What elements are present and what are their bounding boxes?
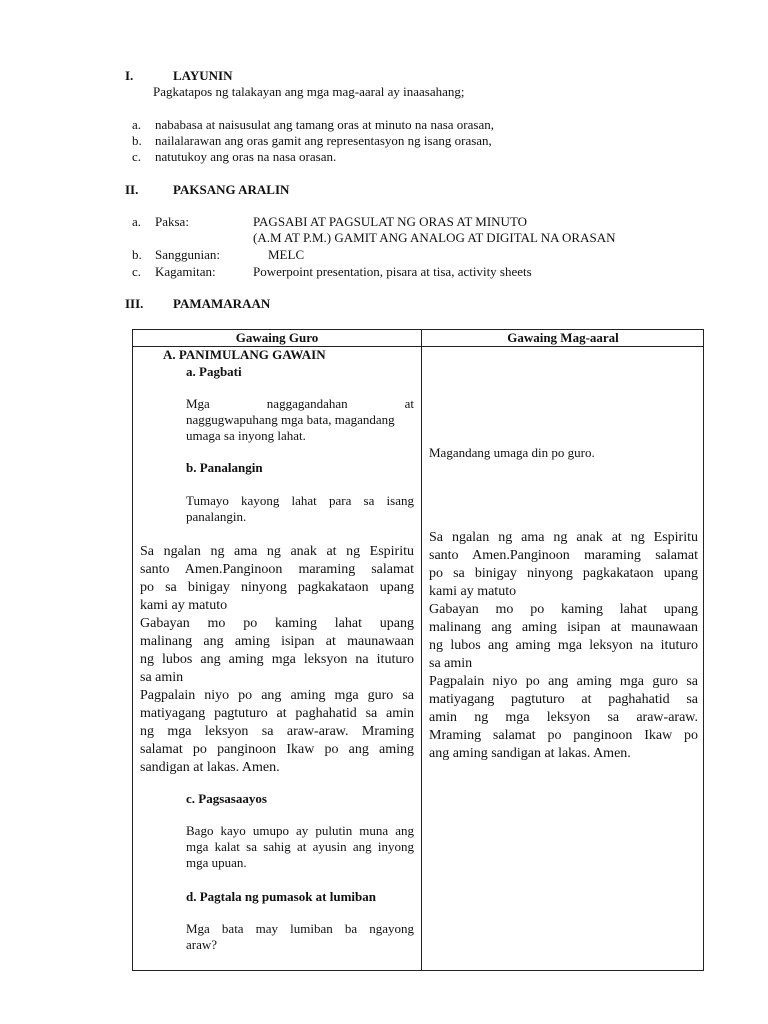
prayer-line: ng lubos ang aming mga leksyon na ituturo [140,652,414,667]
prayer-line: ng mga leksyon sa araw-araw. Mraming [140,724,414,739]
student-prayer-line: amin ng mga leksyon sa araw-araw. [429,710,698,725]
prayer-line: sa amin [140,670,184,685]
panalangin-line: Tumayo kayong lahat para sa isang [186,493,414,508]
sanggunian-marker: b. [132,247,142,262]
panalangin-text [186,493,414,525]
section-1-number: I. [125,68,134,83]
paksa-marker: a. [132,214,142,229]
procedure-table [132,329,704,971]
section-1-title: LAYUNIN [173,68,233,83]
objective-c-marker: c. [132,149,142,164]
sanggunian-label: Sanggunian: [155,247,220,262]
kagamitan-label: Kagamitan: [155,264,216,279]
student-prayer [429,529,698,763]
student-prayer-line: Mraming salamat po panginoon Ikaw po [429,728,698,743]
prayer-line: matiyagang pagtuturo at paghahatid sa amin [140,706,414,721]
part-a-heading: A. PANIMULANG GAWAIN [163,347,326,362]
section-2-number: II. [125,182,139,197]
pagsasaayos-line: mga kalat sa sahig at ayusin ang inyong [186,839,414,854]
student-prayer-line: Pagpalain niyo po ang aming mga guro sa [429,674,698,689]
pagsasaayos-line: Bago kayo umupo ay pulutin muna ang [186,823,414,838]
student-prayer-line: ang aming sandigan at lakas. Amen. [429,746,631,761]
objective-b-marker: b. [132,133,142,148]
header-gawaing-magaaral: Gawaing Mag-aaral [507,330,619,345]
prayer-line: sandigan at lakas. Amen. [140,760,280,775]
prayer-line: po sa binigay ninyong pagkakataon upang [140,580,414,595]
prayer-line: malinang ang aming isipan at maunawaan [140,634,414,649]
student-prayer-line: malinang ang aming isipan at maunawaan [429,620,698,635]
section-3-number: III. [125,296,144,311]
pagtala-line: Mga bata may lumiban ba ngayong [186,921,414,936]
sanggunian-value: MELC [268,247,305,262]
prayer-line: Sa ngalan ng ama ng anak at ng Espiritu [140,544,414,559]
teacher-prayer [140,543,414,777]
prayer-line: Gabayan mo po kaming lahat upang [140,616,414,631]
table-column-divider [421,330,422,970]
pagbati-line: Mga naggagandahan at [186,396,414,411]
panalangin-heading: b. Panalangin [186,460,263,475]
header-gawaing-guro: Gawaing Guro [235,330,319,345]
section-3-title: PAMAMARAAN [173,296,271,311]
objective-a-text: nababasa at naisusulat ang tamang oras at minuto na nasa orasan, [155,117,494,132]
paksa-value-line2: (A.M AT P.M.) GAMIT ANG ANALOG AT DIGITAL NA ORASAN [253,230,616,245]
pagtala-line: araw? [186,937,218,952]
kagamitan-value: Powerpoint presentation, pisara at tisa, activity sheets [253,264,532,279]
panalangin-line: panalangin. [186,509,247,524]
student-prayer-line: matiyagang pagtuturo at paghahatid sa [429,692,698,707]
student-prayer-line: Sa ngalan ng ama ng anak at ng Espiritu [429,530,698,545]
student-prayer-line: santo Amen.Panginoon maraming salamat [429,548,698,563]
student-prayer-line: ng lubos ang aming mga leksyon na ituturo [429,638,698,653]
student-prayer-line: Gabayan mo po kaming lahat upang [429,602,698,617]
pagbati-heading: a. Pagbati [186,364,242,379]
section-1-intro: Pagkatapos ng talakayan ang mga mag-aaral ay inaasahang; [153,84,465,99]
prayer-line: santo Amen.Panginoon maraming salamat [140,562,414,577]
pagbati-line: umaga sa inyong lahat. [186,428,306,443]
prayer-line: Pagpalain niyo po ang aming mga guro sa [140,688,414,703]
paksa-value: PAGSABI AT PAGSULAT NG ORAS AT MINUTO [253,214,528,229]
pagsasaayos-heading: c. Pagsasaayos [186,791,267,806]
student-prayer-line: po sa binigay ninyong pagkakataon upang [429,566,698,581]
objective-c-text: natutukoy ang oras na nasa orasan. [155,149,337,164]
pagsasaayos-text [186,823,414,871]
student-prayer-line: sa amin [429,656,473,671]
paksa-label: Paksa: [155,214,189,229]
section-2-title: PAKSANG ARALIN [173,182,290,197]
objective-b-text: nailalarawan ang oras gamit ang representasyon ng isang orasan, [155,133,492,148]
pagtala-text [186,921,414,953]
student-greeting: Magandang umaga din po guro. [429,445,595,460]
prayer-line: salamat po panginoon Ikaw po ang aming [140,742,414,757]
kagamitan-marker: c. [132,264,142,279]
pagbati-line: naggugwapuhang mga bata, magandang [186,412,395,427]
objective-a-marker: a. [132,117,142,132]
pagsasaayos-line: mga upuan. [186,855,247,870]
student-prayer-line: kami ay matuto [429,584,517,599]
pagtala-heading: d. Pagtala ng pumasok at lumiban [186,889,376,904]
pagbati-text [186,396,414,444]
prayer-line: kami ay matuto [140,598,228,613]
